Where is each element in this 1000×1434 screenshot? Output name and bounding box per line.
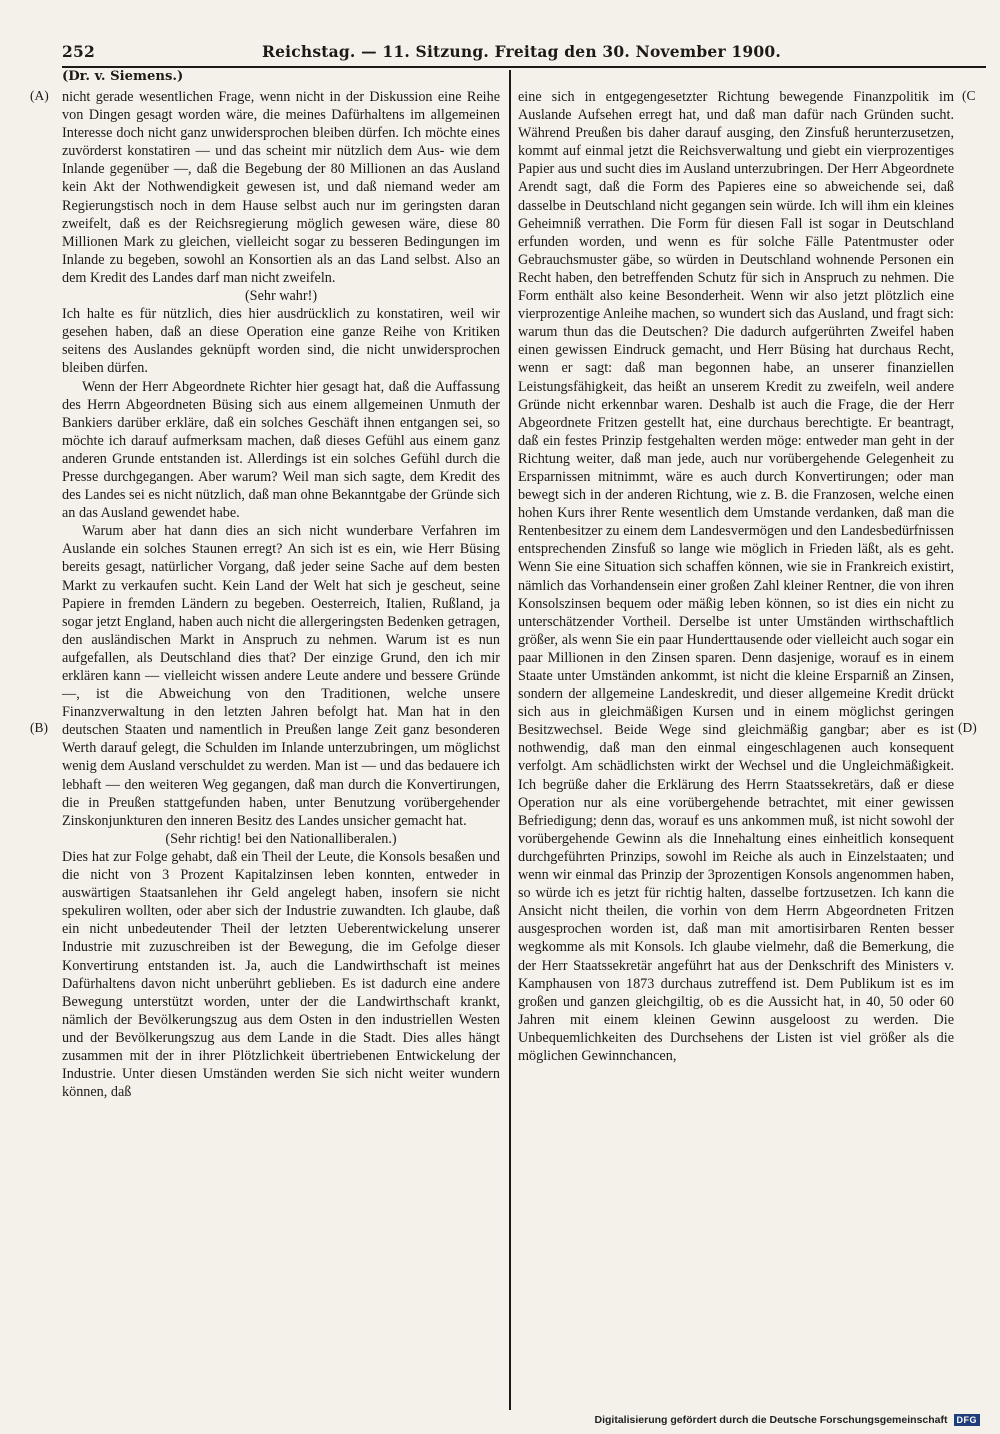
speaker-label: (Dr. v. Siemens.) <box>62 69 184 84</box>
left-column-paragraph: Ich halte es für nützlich, dies hier ausdrücklich zu konstatiren, weil wir gesehen haben, daß an diese Operation eine ganze Reihe von Kritiken seitens des Auslandes geknüpft worden sind, die nicht unwidersprochen bleiben dürfen. <box>62 306 500 377</box>
column-divider <box>509 70 511 1410</box>
page-header <box>62 40 986 68</box>
dfg-logo: DFG <box>954 1414 981 1426</box>
margin-mark-d: (D) <box>958 720 977 735</box>
left-column-paragraph: nicht gerade wesentlichen Frage, wenn nicht in der Diskussion eine Reihe von Dingen gesagt worden wäre, die meines Dafürhaltens im allgemeinen Interesse doch nicht ganz unwidersprochen bleiben dürfen. Ich möchte eines zuvörderst konstatiren — und das scheint mir nützlich dem Aus- wie dem Inlande gegenüber —, daß die Begebung der 80 Millionen an das Ausland kein Akt der Nothwendigkeit gewesen ist, und daß niemand weder am Regierungstisch noch in dem Hause selbst auch nur im geringsten daran zweifelt, daß es der Reichsregierung möglich gewesen wäre, diese 80 Millionen Mark zu gleichen, vielleicht sogar zu besseren Bedingungen im Inlande zu begeben, sowohl an Konsortien als an das Land selbst. Also an dem Kredit des Landes darf man nicht zweifeln. <box>62 89 500 286</box>
right-column-paragraph: eine sich in entgegengesetzter Richtung bewegende Finanzpolitik im Auslande Aufsehen erregt hat, und daß man dafür nach Gründen sucht. Während Preußen bis daher darauf ausging, den Zinsfuß herunterzusetzen, kommt auf einmal jetzt die Reichsverwaltung und giebt ein vierprozentiges Papier aus und sucht dies im Ausland unterzubringen. Der Herr Abgeordnete Arendt sagt, daß die Form des Papieres eine so abweichende sei, daß dasselbe in Deutschland nicht gegangen sein würde. Ich will ihm ein kleines Geheimniß verrathen. Die Form für diesen Fall ist sogar in Deutschland erfunden worden, und wenn es für solche Fälle Patentmuster oder Gebrauchsmuster gäbe, so würden in Deutschland wohnende Personen ein Recht haben, den betreffenden Schutz für sich in Anspruch zu nehmen. Die Form enthält also keine Besonderheit. Wenn wir also jetzt plötzlich eine vierprozentige Anleihe machen, so wundert sich das Ausland, und fragt sich: warum thun das die Deutschen? Die dadurch aufgerührten Zweifel haben einen gewissen Eindruck gemacht, und Herr Büsing hat durchaus Recht, wenn er sagt: daß man begonnen habe, an unserer finanziellen Leistungsfähigkeit, das heißt an unserem Kredit zu zweifeln, weil andere Gründe nicht erkennbar waren. Deshalb ist auch die Frage, die der Herr Abgeordnete Fritzen gestellt hat, eine durchaus berechtigte. Er beantragt, daß ein festes Prinzip festgehalten werden möge: entweder man geht in der Richtung weiter, daß man jede, auch nur vorübergehende Gelegenheit zu Ersparnissen mitnimmt, wäre es auch durch Konvertirungen; oder man bewegt sich in der anderen Richtung, wie z. B. die Franzosen, welche einen hohen Kurs ihrer Rente wesentlich dem Umstande verdanken, daß man die Rentenbesitzer zu einem dem Landesvermögen und den Landesbedürfnissen entsprechenden Zinsfuß so lange wie möglich in Frieden läßt, als es geht. Wenn Sie eine Situation sich schaffen können, wie sie in Frankreich existirt, nämlich das Vorhandensein einer großen Zahl kleiner Rentner, die von ihren Konsolszinsen bequem oder mäßig leben können, so ist dies ein nicht zu unterschätzender Vortheil. Derselbe ist unter Umständen wirthschaftlich größer, als wenn Sie ein paar Hunderttausende oder vielleicht auch sogar ein paar Millionen in den Zinsen sparen. Denn dasjenige, worauf es in einem Staate unter Umständen ankommt, ist nicht die kleine Ersparniß an Zinsen, sondern der allgemeine Landeskredit, und dieser allgemeine Kredit drückt sich aus in gleichmäßigen Kursen und in einem möglichst geringen Besitzwechsel. Beide Wege sind gleichmäßig gangbar; aber es ist nothwendig, daß man den einmal eingeschlagenen auch konsequent verfolgt. Am schädlichsten wirkt der Wechsel und die Ungleichmäßigkeit. Ich begrüße daher die Erklärung des Herrn Staatssekretärs, daß er diese Operation nur als eine vorübergehende betrachtet, mit einer gewissen Befriedigung; denn das, worauf es uns ankommen muß, ist nicht sowohl der vorübergehende Gewinn als die Innehaltung eines einheitlich konsequent durchgeführten Prinzips, sowohl im Reiche als auch in Einzelstaaten; und wenn wir einmal das Prinzip der 3prozentigen Konsols angenommen haben, so würde ich es jetzt für richtig halten, dasselbe fortzusetzen. Ich kann die Ansicht nicht theilen, die vorhin von dem Herrn Abgeordneten Fritzen ausgesprochen worden ist, daß man mit amortisirbaren Renten besser wegkomme als mit Konsols. Ich glaube vielmehr, daß die Bemerkung, die der Herr Staatssekretär angeführt hat aus der Denkschrift des Ministers v. Kamphausen von 1873 durchaus zutreffend ist. Dem Publikum ist es im großen und ganzen gleichgiltig, ob es die Aussicht hat, in 40, 50 oder 60 Jahren mit einem kleinen Gewinn ausgeloost zu werden. Die Unbequemlichkeiten des Durchsehens der Listen ist viel größer als die möglichen Gewinnchancen, <box>518 89 954 1064</box>
left-column-paragraph: (Sehr wahr!) <box>244 288 318 305</box>
running-title: Reichstag. — 11. Sitzung. Freitag den 30. November 1900. <box>262 42 781 61</box>
page-number: 252 <box>62 42 95 61</box>
margin-mark-a: (A) <box>30 88 49 103</box>
left-column-paragraph: Wenn der Herr Abgeordnete Richter hier gesagt hat, daß die Auffassung des Herrn Abgeordneten Büsing sich aus einem allgemeinen Unmuth der Bankiers darüber erkläre, daß ein solches Geschäft ihnen entgangen sei, so möchte ich darauf aufmerksam machen, daß dieses Gefühl aus einem ganz anderen Grunde entstanden ist. Allerdings ist ein solches Gefühl durch die Presse durchgegangen. Aber warum? Weil man sich sagte, dem Kredit des des Landes sei es nicht nützlich, daß man ohne Bekanntgabe der Gründe sich an das Ausland gewendet habe. <box>62 378 500 522</box>
margin-mark-c: (C <box>962 88 976 103</box>
right-text-column <box>518 88 954 1065</box>
margin-mark-b: (B) <box>30 720 48 735</box>
credit-text: Digitalisierung gefördert durch die Deutsche Forschungsgemeinschaft <box>594 1414 948 1426</box>
left-text-column <box>62 88 500 1101</box>
left-column-paragraph: Dies hat zur Folge gehabt, daß ein Theil der Leute, die Konsols besaßen und die nicht von 3 Prozent Kapitalzinsen leben konnten, entweder in auswärtigen Staatsanlehen ihr Geld angelegt haben, insofern sie nicht spekuliren wollten, oder aber sich der Industrie zuwandten. Ich glaube, daß ein nicht unbedeutender Theil der letzten Ueberentwickelung unserer Industrie mit zuzuschreiben ist der Bewegung, die im Gefolge dieser Konvertirung entstanden ist. Ja, auch die Landwirthschaft ist meines Dafürhaltens davon nicht unberührt geblieben. Es ist dadurch eine andere Bewegung unterstützt worden, unter der die Landwirthschaft krankt, nämlich der Bevölkerungszug aus dem Osten in den industriellen Westen und der Bevölkerungszug aus dem Lande in die Stadt. Dies alles hängt zusammen mit der in ihrer Plötzlichkeit übertriebenen Entwickelung der Industrie. Unter diesen Umständen werden Sie sich nicht weiter wundern können, daß <box>62 848 500 1101</box>
digitization-credit <box>595 1414 980 1426</box>
left-column-paragraph: (Sehr richtig! bei den Nationalliberalen.) <box>165 830 397 847</box>
left-column-paragraph: Warum aber hat dann dies an sich nicht wunderbare Verfahren im Auslande ein solches Staunen erregt? An sich ist es ein, wie Herr Büsing bereits gesagt, natürlicher Vorgang, daß jeder seine Sache auf dem besten Markt zu verkaufen sucht. Kein Land der Welt hat sich je gescheut, seine Papiere in fremden Ländern zu begeben. Oesterreich, Italien, Rußland, ja sogar jetzt England, haben auch nicht die allergeringsten Bedenken getragen, den ausländischen Markt in Anspruch zu nehmen. Warum ist es nun aufgefallen, als Deutschland dies that? Der einzige Grund, den ich mir erklären kann — vielleicht wissen andere Leute andere und bessere Gründe —, ist die Abweichung von den Traditionen, welche unsere Finanzverwaltung in den letzten Jahren befolgt hat. Man hat in den deutschen Staaten und namentlich in Preußen lange Zeit ganz besonderen Werth darauf gelegt, die Schulden im Inlande unterzubringen, um möglichst wenig dem Ausland verschuldet zu werden. Man ist — und das bedauere ich lebhaft — den weiteren Weg gegangen, daß man durch die Konvertirungen, die in Preußen stattgefunden haben, unter Benutzung vorübergehender Zinskonjunkturen den inneren Besitz des Landes unsicher gemacht hat. <box>62 523 500 829</box>
